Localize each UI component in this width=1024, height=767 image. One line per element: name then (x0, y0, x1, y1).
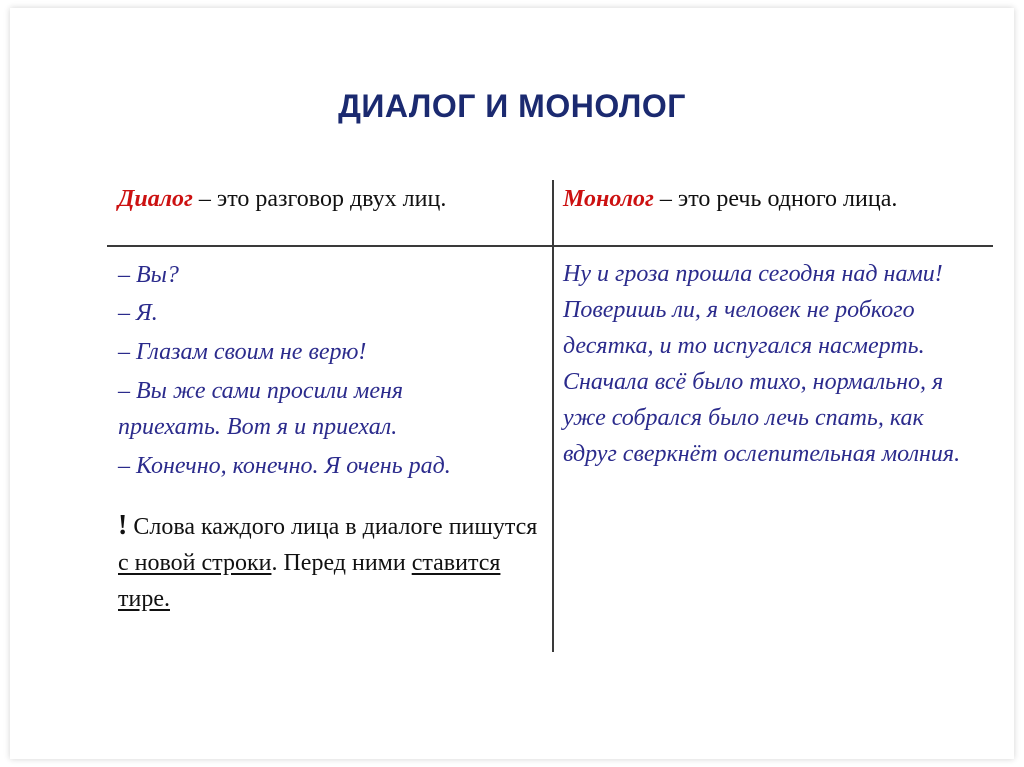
rule-note-text: . Перед ними (271, 550, 412, 576)
monolog-definition-text: – это речь одного лица. (653, 186, 898, 212)
monolog-term: Монолог (563, 186, 654, 212)
slide (10, 8, 1014, 759)
monolog-example: Ну и гроза прошла сегодня над нами! Поверишь ли, я человек не робкого десятка, и то испугался насмерть. Сначала всё было тихо, нормально, я уже собрался было лечь спать, как вдруг сверкнёт ослепительная молния. (563, 261, 961, 467)
dialog-line: – Вы же сами просили меня (118, 378, 404, 404)
rule-note-underline-dash: ставится тире. (118, 550, 501, 612)
rule-note-underline-new-line: с новой строки (118, 550, 272, 576)
monolog-definition (563, 186, 897, 213)
rule-note (118, 508, 538, 617)
dialog-line: – Конечно, конечно. Я очень рад. (118, 453, 451, 479)
rule-note-text: Слова каждого лица в диалоге пишутся (127, 514, 538, 540)
page-title: ДИАЛОГ И МОНОЛОГ (338, 88, 686, 124)
exclamation-mark: ! (118, 510, 128, 541)
dialog-line: – Глазам своим не верю! (118, 339, 367, 365)
dialog-definition (118, 186, 446, 213)
dialog-line: приехать. Вот я и приехал. (118, 414, 398, 440)
dialog-line: – Я. (118, 300, 158, 326)
dialog-line: – Вы? (118, 262, 179, 288)
table-vertical-divider (552, 180, 554, 652)
dialog-term: Диалог (118, 186, 193, 212)
table-horizontal-divider (107, 245, 993, 247)
dialog-definition-text: – это разговор двух лиц. (192, 186, 447, 212)
